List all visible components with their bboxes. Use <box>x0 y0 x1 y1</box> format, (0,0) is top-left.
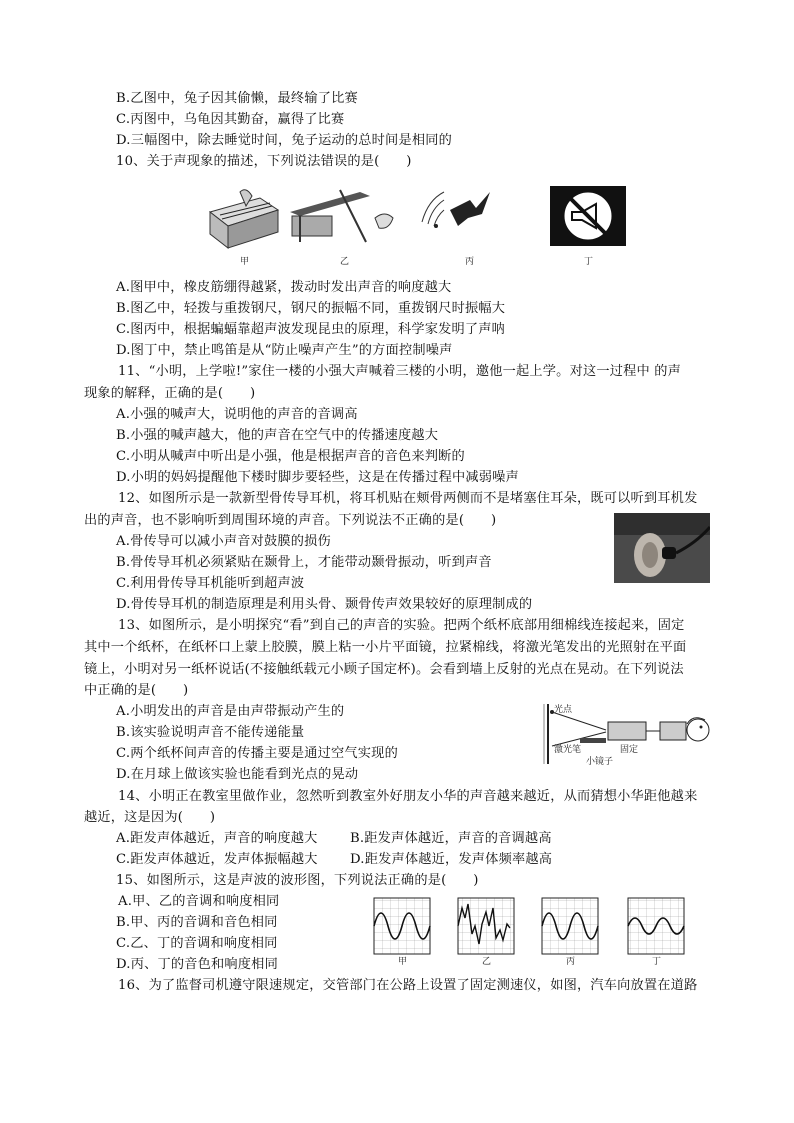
q10-option-a: A.图甲中，橡皮筋绷得越紧，拨动时发出声音的响度越大 <box>116 280 452 295</box>
q15-option-a: A.甲、乙的音调和响度相同 <box>118 894 280 909</box>
bone-conduction-headphone-photo <box>614 513 710 583</box>
q11-stem-line1: 11、“小明，上学啦!”家住一楼的小强大声喊着三楼的小明，邀他一起上学。对这一过程中 的声 <box>118 364 682 379</box>
q15-label-ding: 丁 <box>652 957 662 967</box>
q12-option-b: B.骨传导耳机必须紧贴在颞骨上，才能带动颞骨振动，听到声音 <box>116 555 492 570</box>
q10-stem: 10、关于声现象的描述，下列说法错误的是( ) <box>116 154 412 169</box>
q15-option-b: B.甲、丙的音调和音色相同 <box>116 915 278 930</box>
waveform-figure <box>366 892 696 968</box>
q15-label-jia: 甲 <box>398 957 408 967</box>
q14-option-b: B.距发声体越近，声音的音调越高 <box>350 831 552 846</box>
q11-option-a: A.小强的喊声大，说明他的声音的音调高 <box>116 407 358 422</box>
paper-cup-laser-figure <box>540 700 720 768</box>
q9-option-b: B.乙图中，兔子因其偷懒，最终输了比赛 <box>116 91 358 106</box>
q15-option-c: C.乙、丁的音调和响度相同 <box>116 936 278 951</box>
q13-label-mirror: 小镜子 <box>586 757 614 767</box>
bat-image <box>422 192 490 228</box>
q11-option-c: C.小明从喊声中听出是小强，他是根据声音的音色来判断的 <box>116 449 465 464</box>
q15-label-bing: 丙 <box>566 957 576 967</box>
waveform-ding <box>628 898 684 954</box>
q10-label-ding: 丁 <box>584 257 594 267</box>
q13-option-d: D.在月球上做该实验也能看到光点的晃动 <box>116 767 359 782</box>
q13-option-b: B.该实验说明声音不能传递能量 <box>116 725 305 740</box>
waveform-jia <box>374 898 430 954</box>
q15-stem: 15、如图所示，这是声波的波形图，下列说法正确的是( ) <box>116 873 479 888</box>
q13-label-laser: 激光笔 <box>554 745 582 755</box>
q10-option-c: C.图丙中，根据蝙蝠靠超声波发现昆虫的原理，科学家发明了声呐 <box>116 322 506 337</box>
q11-option-b: B.小强的喊声越大，他的声音在空气中的传播速度越大 <box>116 428 439 443</box>
q13-label-spot: 光点 <box>554 705 573 715</box>
q9-option-d: D.三幅图中，除去睡觉时间，兔子运动的总时间是相同的 <box>116 133 452 148</box>
q10-option-b: B.图乙中，轻拨与重拨钢尺，钢尺的振幅不同，重拨钢尺时振幅大 <box>116 301 506 316</box>
q11-stem-line2: 现象的解释，正确的是( ) <box>84 386 256 401</box>
q10-figure <box>200 182 640 268</box>
q12-option-a: A.骨传导可以减小声音对鼓膜的损伤 <box>116 534 331 549</box>
q13-option-c: C.两个纸杯间声音的传播主要是通过空气实现的 <box>116 746 398 761</box>
q13-option-a: A.小明发出的声音是由声带振动产生的 <box>116 704 345 719</box>
q12-stem-line2: 出的声音，也不影响听到周围环境的声音。下列说法不正确的是( ) <box>84 513 497 528</box>
q14-option-a: A.距发声体越近，声音的响度越大 <box>116 831 318 846</box>
q10-label-yi: 乙 <box>340 257 350 267</box>
q15-label-yi: 乙 <box>482 957 492 967</box>
q13-stem-line4: 中正确的是( ) <box>84 683 189 698</box>
q14-option-c: C.距发声体越近，发声体振幅越大 <box>116 852 318 867</box>
q9-option-c: C.丙图中，乌龟因其勤奋，赢得了比赛 <box>116 112 345 127</box>
q13-stem-line3: 镜上，小明对另一纸杯说话(不接触纸载元小顾子国定杯)。会看到墙上反射的光点在晃动。在下列说法 <box>84 662 684 677</box>
q15-option-d: D.丙、丁的音色和响度相同 <box>116 957 278 972</box>
q16-stem: 16、为了监督司机遵守限速规定，交管部门在公路上设置了固定测速仪，如图，汽车向放置在道路 <box>118 978 698 993</box>
waveform-bing <box>542 898 598 954</box>
rubber-band-box-image <box>210 190 278 248</box>
q10-label-bing: 丙 <box>465 257 475 267</box>
q12-option-c: C.利用骨传导耳机能听到超声波 <box>116 576 305 591</box>
no-honking-sign-image <box>550 186 626 246</box>
q14-stem-line1: 14、小明正在教室里做作业，忽然听到教室外好朋友小华的声音越来越近，从而猜想小华距他越来 <box>118 789 698 804</box>
q14-option-d: D.距发声体越近，发声体频率越高 <box>350 852 553 867</box>
q12-stem-line1: 12、如图所示是一款新型骨传导耳机，将耳机贴在颊骨两侧而不是堵塞住耳朵，既可以听到耳机发 <box>118 491 698 506</box>
q10-option-d: D.图丁中，禁止鸣笛是从“防止噪声产生”的方面控制噪声 <box>116 343 453 358</box>
q11-option-d: D.小明的妈妈提醒他下楼时脚步要轻些，这是在传播过程中减弱噪声 <box>116 470 519 485</box>
waveform-yi <box>458 898 514 954</box>
q13-label-fixed: 固定 <box>620 745 639 755</box>
q13-stem-line2: 其中一个纸杯，在纸杯口上蒙上胶膜，膜上粘一小片平面镜，拉紧棉线，将激光笔发出的光照射在平面 <box>84 640 687 655</box>
q10-label-jia: 甲 <box>240 257 250 267</box>
steel-ruler-image <box>290 190 393 242</box>
q13-stem-line1: 13、如图所示，是小明探究“看”到自己的声音的实验。把两个纸杯底部用细棉线连接起来，固定 <box>118 618 685 633</box>
q12-option-d: D.骨传导耳机的制造原理是利用头骨、颞骨传声效果较好的原理制成的 <box>116 597 533 612</box>
q14-stem-line2: 越近，这是因为( ) <box>84 810 216 825</box>
